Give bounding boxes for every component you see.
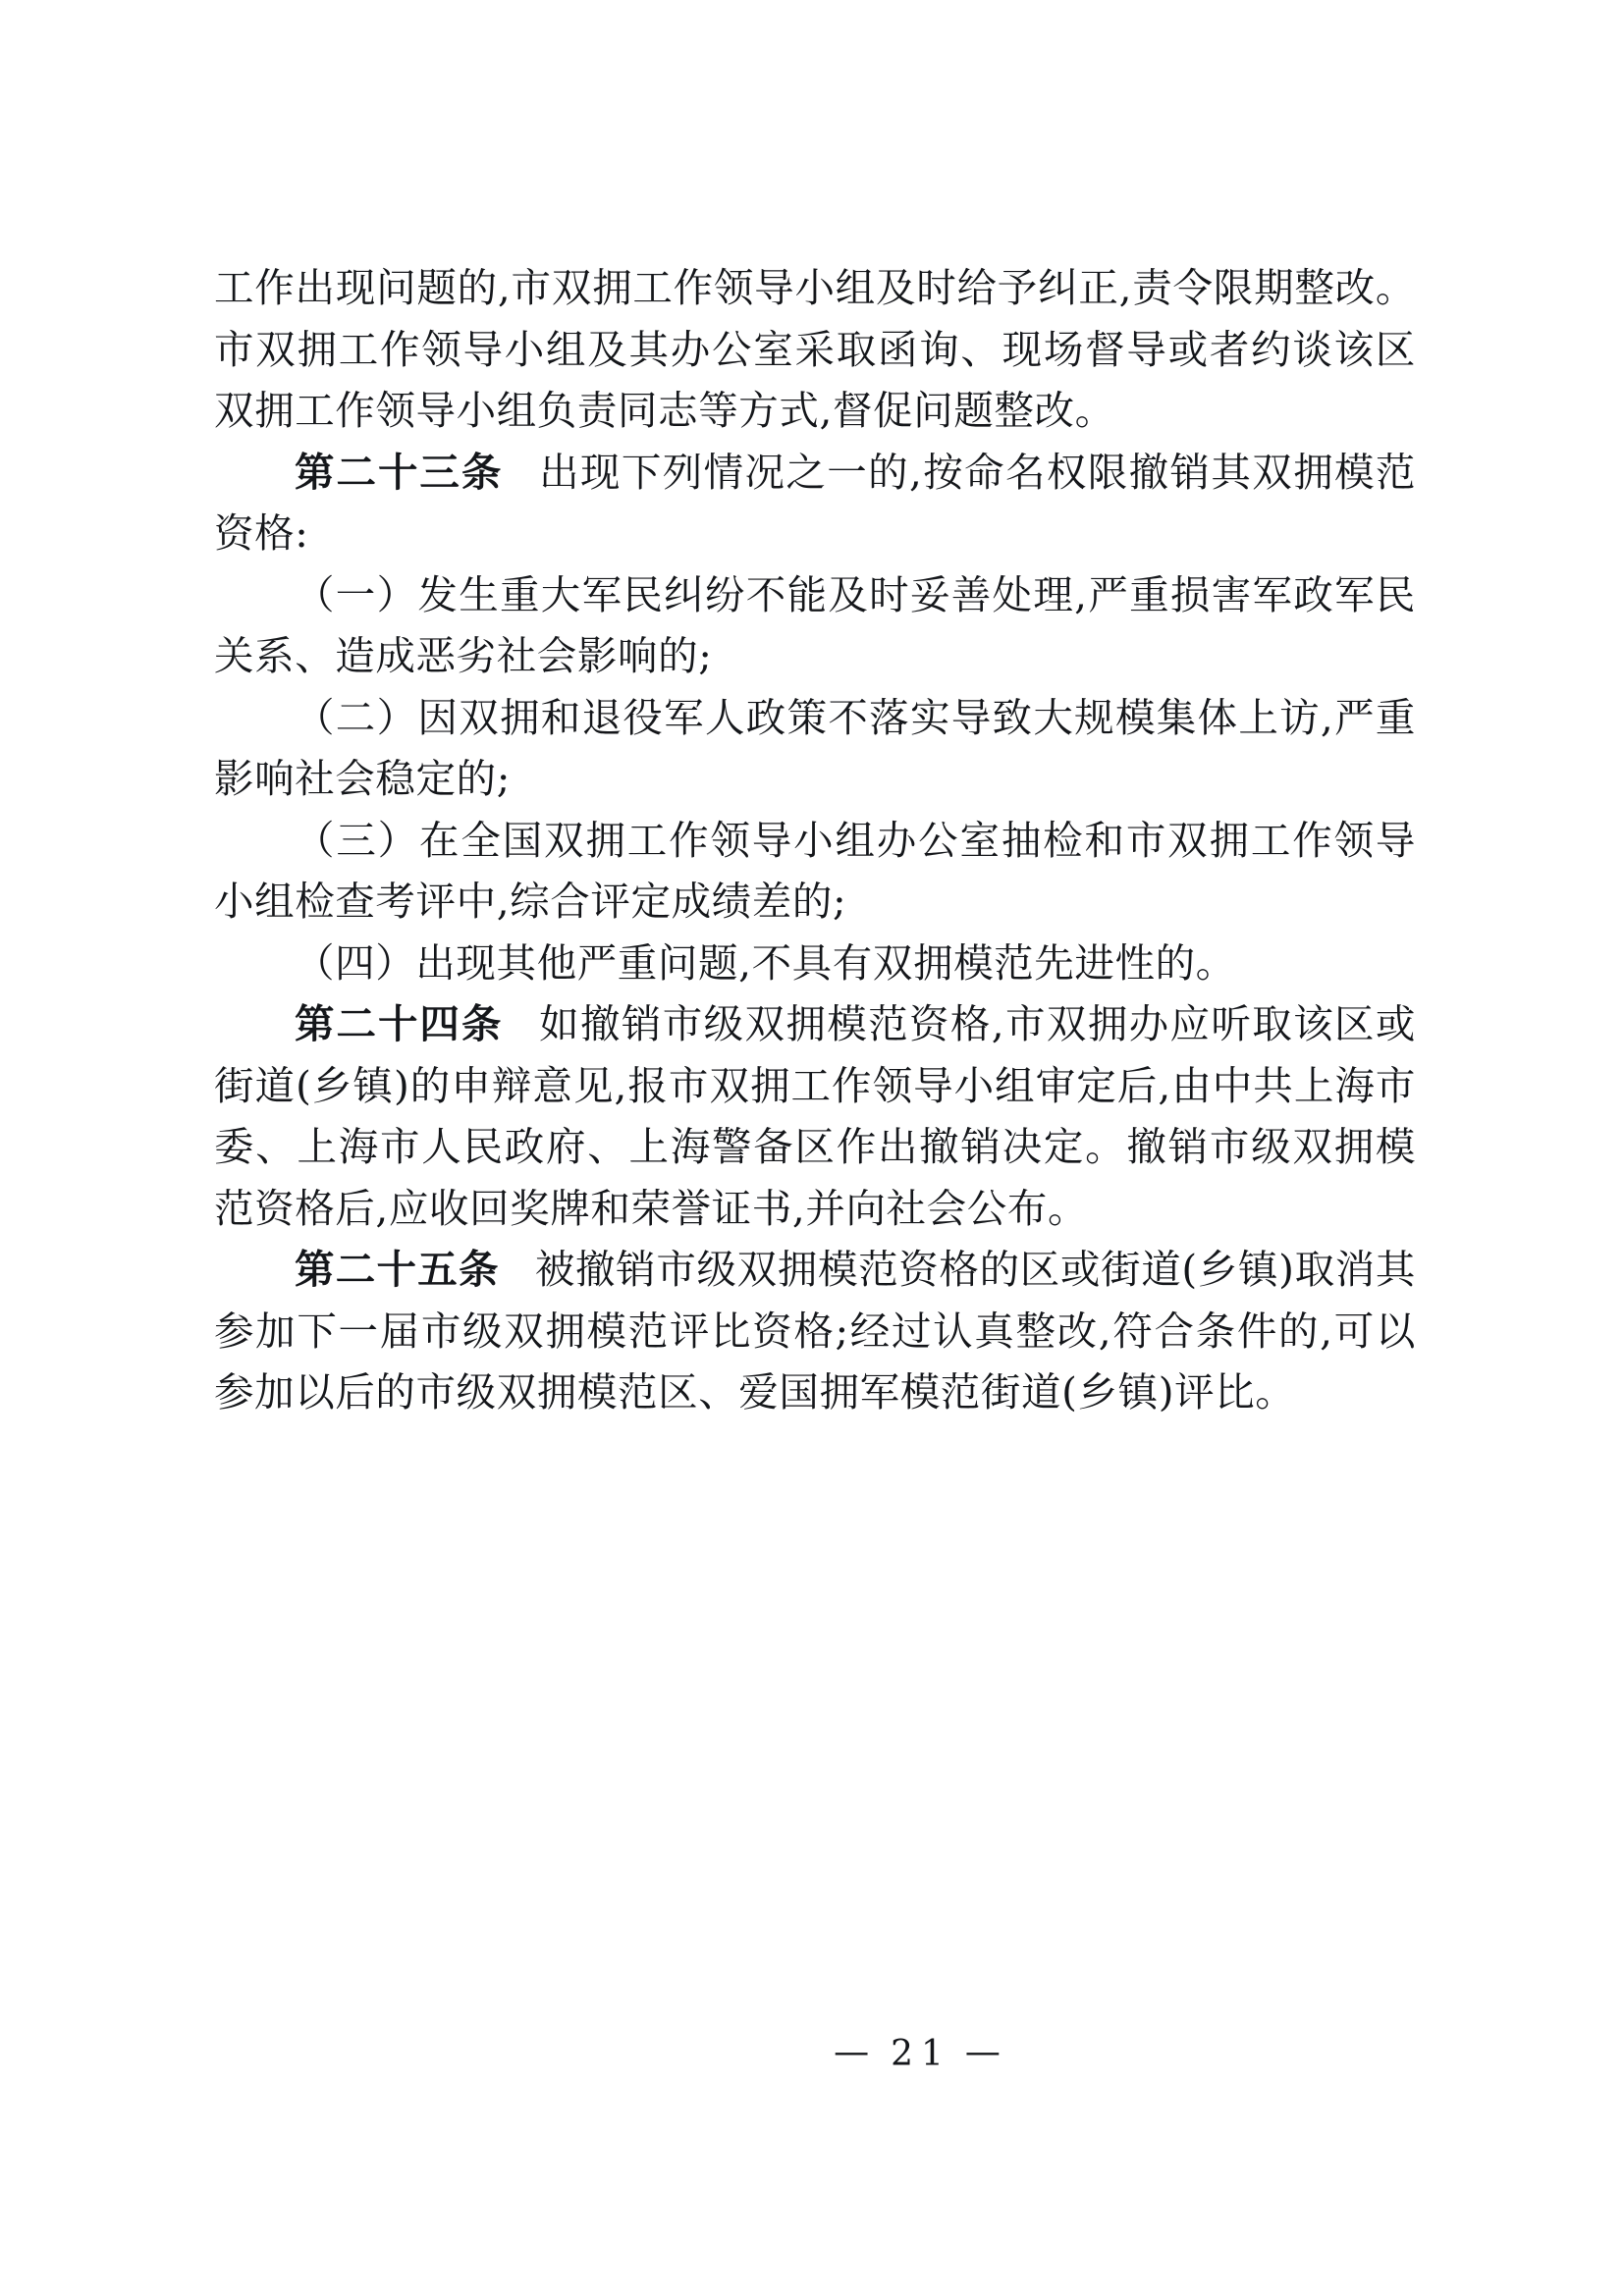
page-text-body [214,257,1416,1423]
paragraph-text: 出现下列情况之一的,按命名权限撤销其双拥模范资格: [214,448,1416,557]
article-number-label: 第二十四条 [295,1000,504,1047]
paragraph-article-24 [214,993,1416,1239]
paragraph-item-1 [214,564,1416,687]
paragraph-text: 被撤销市级双拥模范资格的区或街道(乡镇)取消其参加下一届市级双拥模范评比资格;经过认真整改,符合条件的,可以参加以后的市级双拥模范区、爱国拥军模范街道(乡镇)评比。 [214,1246,1417,1415]
paragraph-text: （一）发生重大军民纠纷不能及时妥善处理,严重损害军政军民关系、造成恶劣社会影响的; [214,570,1416,679]
paragraph-article-25 [214,1239,1416,1423]
page-footer [0,2034,1624,2074]
paragraph-item-4 [214,933,1416,994]
page-number-group [820,2034,1022,2074]
paragraph-text: 如撤销市级双拥模范资格,市双拥办应听取该区或街道(乡镇)的申辩意见,报市双拥工作领导小组审定后,由中共上海市委、上海市人民政府、上海警备区作出撤销决定。撤销市级双拥模范资格后,应收回奖牌和荣誉证书,并向社会公布。 [214,1000,1416,1232]
page-number: 21 [891,2034,951,2074]
paragraph-continuation [214,257,1416,442]
article-number-label: 第二十三条 [295,448,504,496]
paragraph-text: 工作出现问题的,市双拥工作领导小组及时给予纠正,责令限期整改。市双拥工作领导小组及其办公室采取函询、现场督导或者约谈该区双拥工作领导小组负责同志等方式,督促问题整改。 [214,264,1416,434]
page-number-dash-right: — [964,2032,1008,2072]
article-number-label: 第二十五条 [295,1246,500,1293]
paragraph-text: （二）因双拥和退役军人政策不落实导致大规模集体上访,严重影响社会稳定的; [214,693,1416,802]
paragraph-article-23 [214,442,1416,564]
paragraph-text: （四）出现其他严重问题,不具有双拥模范先进性的。 [295,938,1236,987]
paragraph-item-3 [214,810,1416,933]
paragraph-text: （三）在全国双拥工作领导小组办公室抽检和市双拥工作领导小组检查考评中,综合评定成绩差的; [214,816,1416,925]
paragraph-item-2 [214,687,1416,810]
page-number-dash-left: — [834,2032,878,2072]
